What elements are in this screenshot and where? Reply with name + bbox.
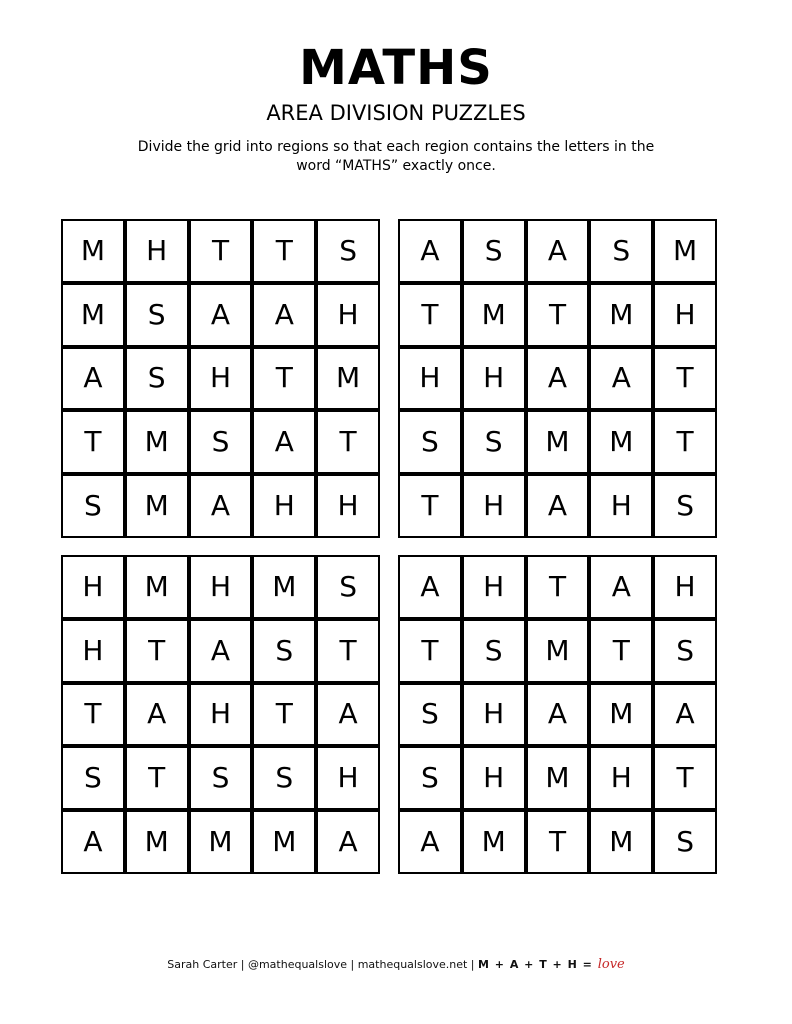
grid-cell[interactable]: M	[191, 812, 251, 872]
grid-cell[interactable]: A	[528, 476, 588, 536]
grid-cell[interactable]: S	[254, 621, 314, 681]
grid-cell[interactable]: T	[528, 285, 588, 345]
grid-cell[interactable]: M	[528, 412, 588, 472]
page-title: MATHS	[299, 40, 493, 96]
grid-cell[interactable]: A	[528, 685, 588, 745]
grid-cell[interactable]: A	[254, 412, 314, 472]
grid-cell[interactable]: H	[127, 221, 187, 281]
grid-cell[interactable]: T	[127, 621, 187, 681]
instructions-text: Divide the grid into regions so that each region contains the letters in the word “MATHS” exactly once.	[137, 139, 655, 174]
grid-cell[interactable]: H	[591, 476, 651, 536]
grid-cell[interactable]: S	[127, 349, 187, 409]
page-subtitle: AREA DIVISION PUZZLES	[266, 101, 526, 125]
grid-cell[interactable]: T	[63, 685, 123, 745]
grid-cell[interactable]: S	[318, 557, 378, 617]
grid-cell[interactable]: T	[591, 621, 651, 681]
grid-cell[interactable]: T	[400, 476, 460, 536]
grid-cell[interactable]: H	[63, 621, 123, 681]
grid-cell[interactable]: S	[127, 285, 187, 345]
grid-cell[interactable]: S	[464, 412, 524, 472]
grid-cell[interactable]: H	[191, 685, 251, 745]
grid-cell[interactable]: H	[254, 476, 314, 536]
grid-cell[interactable]: S	[400, 685, 460, 745]
grid-cell[interactable]: M	[528, 621, 588, 681]
grid-cell[interactable]: H	[191, 557, 251, 617]
grid-cell[interactable]: T	[655, 349, 715, 409]
grid-cell[interactable]: A	[254, 285, 314, 345]
grid-cell[interactable]: T	[63, 412, 123, 472]
grid-cell[interactable]: S	[655, 621, 715, 681]
grid-cell[interactable]: T	[400, 621, 460, 681]
grid-cell[interactable]: M	[591, 285, 651, 345]
grid-cell[interactable]: S	[400, 748, 460, 808]
grid-cell[interactable]: A	[127, 685, 187, 745]
grid-cell[interactable]: M	[254, 812, 314, 872]
puzzle-grid-2	[398, 219, 717, 538]
grid-cell[interactable]: A	[528, 349, 588, 409]
grid-cell[interactable]: T	[254, 349, 314, 409]
grid-cell[interactable]: A	[591, 557, 651, 617]
grid-cell[interactable]: S	[464, 221, 524, 281]
grid-cell[interactable]: T	[528, 812, 588, 872]
grid-cell[interactable]: A	[591, 349, 651, 409]
grid-cell[interactable]: S	[318, 221, 378, 281]
grid-cell[interactable]: A	[191, 476, 251, 536]
grid-cell[interactable]: M	[591, 412, 651, 472]
puzzle-grid-4	[398, 555, 717, 874]
grid-cell[interactable]: H	[655, 557, 715, 617]
grid-cell[interactable]: S	[655, 476, 715, 536]
grid-cell[interactable]: T	[254, 221, 314, 281]
grid-cell[interactable]: S	[191, 748, 251, 808]
grid-cell[interactable]: H	[318, 285, 378, 345]
grid-cell[interactable]: A	[400, 812, 460, 872]
grid-cell[interactable]: M	[127, 557, 187, 617]
grid-cell[interactable]: M	[591, 812, 651, 872]
grid-cell[interactable]: M	[318, 349, 378, 409]
grid-cell[interactable]: A	[318, 685, 378, 745]
grid-cell[interactable]: S	[191, 412, 251, 472]
grid-cell[interactable]: T	[127, 748, 187, 808]
grid-cell[interactable]: A	[191, 285, 251, 345]
grid-cell[interactable]: T	[318, 412, 378, 472]
grid-cell[interactable]: M	[655, 221, 715, 281]
grid-cell[interactable]: H	[464, 557, 524, 617]
grid-cell[interactable]: T	[318, 621, 378, 681]
grid-cell[interactable]: M	[464, 812, 524, 872]
grid-cell[interactable]: H	[464, 685, 524, 745]
grid-cell[interactable]: H	[655, 285, 715, 345]
grid-cell[interactable]: M	[528, 748, 588, 808]
grid-cell[interactable]: S	[464, 621, 524, 681]
grid-cell[interactable]: A	[318, 812, 378, 872]
grid-cell[interactable]: A	[63, 349, 123, 409]
footer	[0, 958, 792, 972]
grid-cell[interactable]: H	[591, 748, 651, 808]
grid-cell[interactable]: H	[464, 349, 524, 409]
grid-cell[interactable]: M	[127, 412, 187, 472]
grid-cell[interactable]: S	[591, 221, 651, 281]
grid-cell[interactable]: S	[655, 812, 715, 872]
grid-cell[interactable]: H	[318, 476, 378, 536]
grid-cell[interactable]: A	[528, 221, 588, 281]
grid-cell[interactable]: A	[63, 812, 123, 872]
grid-cell[interactable]: S	[400, 412, 460, 472]
grid-cell[interactable]: M	[127, 476, 187, 536]
grid-cell[interactable]: T	[528, 557, 588, 617]
grid-cell[interactable]: A	[191, 621, 251, 681]
grid-cell[interactable]: S	[63, 476, 123, 536]
grid-cell[interactable]: A	[400, 557, 460, 617]
grid-cell[interactable]: M	[127, 812, 187, 872]
grid-cell[interactable]: A	[400, 221, 460, 281]
grid-cell[interactable]: A	[655, 685, 715, 745]
grid-cell[interactable]: H	[318, 748, 378, 808]
grid-cell[interactable]: S	[254, 748, 314, 808]
footer-love-logo: love	[597, 957, 625, 972]
grid-cell[interactable]: M	[591, 685, 651, 745]
grid-cell[interactable]: M	[254, 557, 314, 617]
grid-cell[interactable]: M	[63, 285, 123, 345]
grid-cell[interactable]: H	[464, 748, 524, 808]
footer-credit: Sarah Carter | @mathequalslove | mathequalslove.net |	[167, 958, 479, 971]
footer-brand: M + A + T + H =	[478, 958, 598, 971]
grid-cell[interactable]: T	[400, 285, 460, 345]
grid-cell[interactable]: T	[254, 685, 314, 745]
grid-cell[interactable]: M	[464, 285, 524, 345]
grid-cell[interactable]: H	[191, 349, 251, 409]
puzzle-grid-3	[61, 555, 380, 874]
grid-cell[interactable]: H	[63, 557, 123, 617]
grid-cell[interactable]: T	[655, 412, 715, 472]
grid-cell[interactable]: H	[464, 476, 524, 536]
grid-cell[interactable]: T	[655, 748, 715, 808]
puzzle-grid-1	[61, 219, 380, 538]
grid-cell[interactable]: H	[400, 349, 460, 409]
grid-cell[interactable]: M	[63, 221, 123, 281]
grid-cell[interactable]: T	[191, 221, 251, 281]
grid-cell[interactable]: S	[63, 748, 123, 808]
